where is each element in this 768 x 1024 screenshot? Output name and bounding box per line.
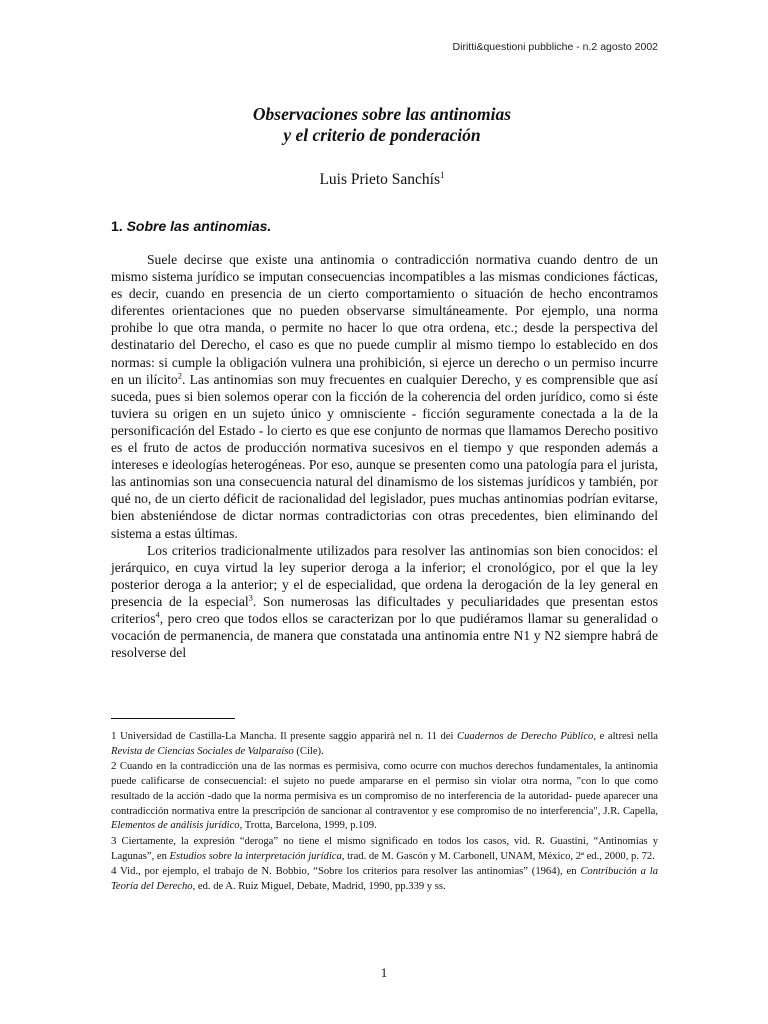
footnote-text: Vid., por ejemplo, el trabajo de N. Bobbio, “Sobre los criterios para resolver las antinomias” (1964), en [116,866,581,878]
footnote-separator [111,718,235,719]
footnote-text: , ed. de A. Ruiz Miguel, Debate, Madrid, 1990, pp.339 y ss. [192,881,446,893]
footnote-text: , Trotta, Barcelona, 1999, p.109. [239,820,377,832]
footnote-citation-title: Cuadernos de Derecho Público [457,731,594,742]
footnote-2 [111,759,658,834]
footnote-ref-4[interactable]: 4 [155,609,160,620]
footnote-number: 1 [111,730,117,742]
footnote-4 [111,864,658,894]
footnote-ref-3[interactable]: 3 [248,592,253,603]
footnote-number: 3 [111,834,117,847]
paragraph-text: Suele decirse que existe una antinomia o contradicción normativa cuando dentro de un mismo sistema jurídico se imputan consecuencias incompatibles a las mismas condiciones fácticas, es decir, cuando en presencia de un cierto comportamiento o situación de hecho encontramos diferentes orientaciones que no pueden observarse simultáneamente. Por ejemplo, una norma prohibe lo que otra manda, o permite no hacer lo que otra ordena, etc.; desde la perspectiva del destinatario del Derecho, el caso es que no puede cumplir al mismo tiempo lo establecido en dos normas: si cumple la obligación vulnera una prohibición, si ejerce un derecho o un permiso incurre en un ilícito [111,252,658,387]
footnote-citation-title: Revista de Ciencias Sociales de Valparaíso [111,745,294,757]
document-title [110,104,654,146]
title-block [110,104,654,190]
author-line [110,170,654,190]
footnote-text: Cuando en la contradicción una de las normas es permisiva, como ocurre con muchos derechos fundamentales, la antinomia puede calificarse de consecuencial: el sujeto no puede ampararse en el permiso sin violar otra norma, "con lo que como resultado de la acción -dado que la norma permisiva es un compromiso de no interferencia de la autoridad- puede aparecer una contradicción normativa entre la prescripción de sancionar al contraventor y ese compromiso de no interferencia", J.R. Capella, [111,761,658,817]
paragraph-text: Los criterios tradicionalmente utilizados para resolver las antinomias son bien conocidos: el jerárquico, en cuya virtud la ley superior deroga a la inferior; el cronológico, por el que la ley posterior deroga a la anterior; y el de especialidad, que ordena la derogación de la ley general en presencia de la especial [111,542,658,609]
author-footnote-ref[interactable]: 1 [440,169,445,180]
paragraph-2 [111,542,658,662]
footnote-citation-title: Elementos de análisis jurídico [111,820,240,832]
title-line-2: y el criterio de ponderación [283,125,481,145]
footnote-number: 2 [111,760,117,773]
paragraph-1 [111,251,658,542]
footnote-text: (Cile). [293,745,324,757]
section-heading [111,218,271,234]
footnote-1 [111,729,658,759]
title-line-1: Observaciones sobre las antinomias [252,104,512,124]
footnote-citation-title: Estudios sobre la interpretación jurídica [169,850,342,862]
section-title: Sobre las antinomias. [126,218,272,234]
footnote-number: 4 [111,865,117,878]
footnote-ref-2[interactable]: 2 [177,370,182,381]
section-number: 1. [111,218,123,234]
footnote-text: Ciertamente, la expresión “deroga” no tiene el mismo significado en todos los casos, vid. R. Guastini, “Antinomias y Lagunas”, en [111,835,658,862]
footnote-text: , e altresì nella [593,731,658,742]
page-number: 1 [380,965,388,980]
paragraph-text: . Las antinomias son muy frecuentes en cualquier Derecho, y es comprensible que así suceda, pues si bien solemos operar con la ficción de la coherencia del orden jurídico, como si éste tuviera su origen en un sujeto único y omnisciente - ficción seguramente conectada a la de la personificación del Estado - lo cierto es que ese conjunto de normas que llamamos Derecho positivo es el fruto de actos de producción normativa sucesivos en el tiempo y que responden además a intereses e ideologías heterogéneas. Por eso, aunque se presenten como una patología para el jurista, las antinomias son una consecuencia natural del dinamismo de los sistemas jurídicos y también, por qué no, de un cierto déficit de racionalidad del legislador, pues muchas antinomias podrían evitarse, bien absteniéndose de dictar normas contradictorias con otras precedentes, bien eliminando del sistema a estas últimas. [111,371,658,541]
paragraph-text: , pero creo que todos ellos se caracterizan por lo que pudiéramos llamar su generalidad o vocación de permanencia, de manera que constatada una antinomia entre N1 y N2 siempre habrá de resolverse del [111,610,658,661]
paragraph-text: . Son numerosas las dificultades y peculiaridades que presentan estos criterios [111,593,658,626]
footnote-citation-title: Contribución a la Teoría del Derecho [111,866,658,893]
author-name: Luis Prieto Sanchís [319,171,441,188]
footnote-text: , trad. de M. Gascón y M. Carbonell, UNAM, México, 2ª ed., 2000, p. 72. [341,850,655,862]
body-text [111,251,658,661]
running-head: Diritti&questioni pubbliche - n.2 agosto 2002 [452,41,658,53]
footnote-3 [111,834,658,864]
footnote-text: Universidad de Castilla-La Mancha. Il presente saggio apparirà nel n. 11 dei [116,731,458,742]
footnotes [111,729,658,895]
